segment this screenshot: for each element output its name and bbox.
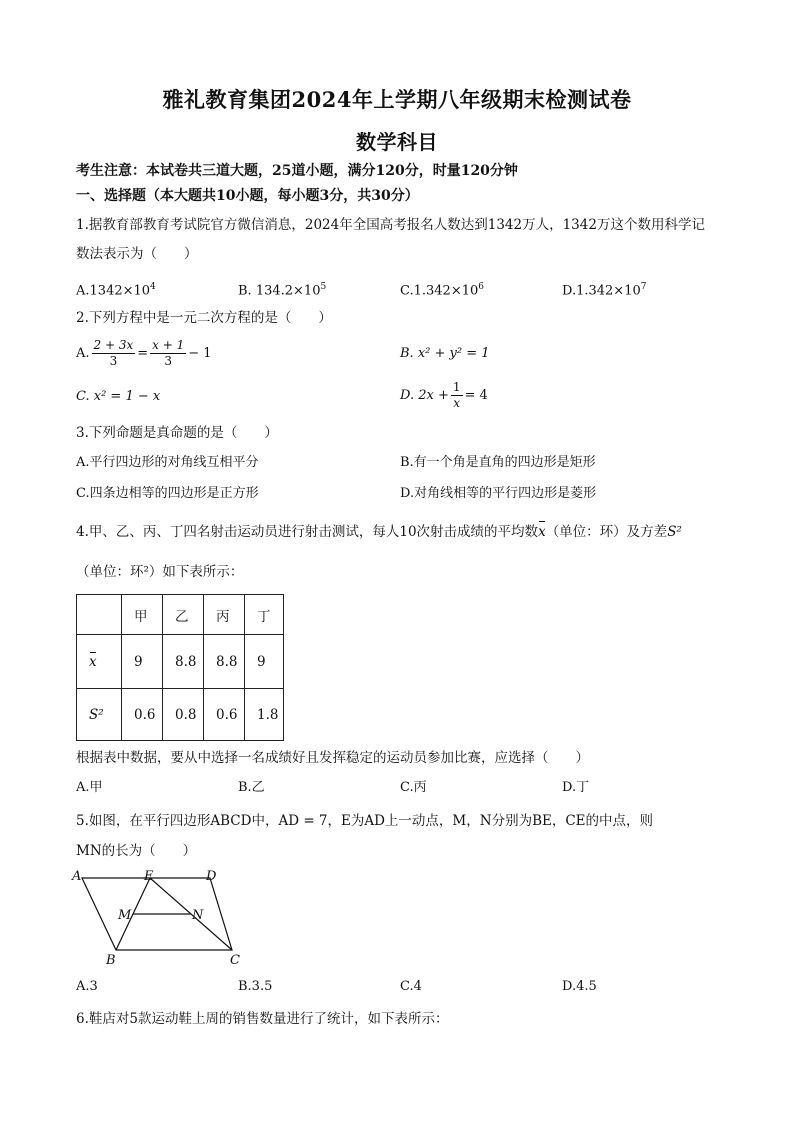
q2-d-fraction	[451, 380, 463, 411]
vertex-label-d: D	[206, 869, 217, 884]
q4-table-mean-row	[77, 635, 284, 689]
q4-table-cell: 8.8	[163, 635, 204, 689]
q1-stem-line2: 数法表示为（ ）	[76, 246, 198, 262]
q4-table-header-cell: 丁	[245, 595, 284, 635]
q4-option-a: A.甲	[76, 780, 103, 795]
q5-option-d: D.4.5	[562, 979, 597, 994]
q1-option-c	[400, 278, 484, 300]
q3-option-b: B.有一个角是直角的四边形是矩形	[400, 455, 596, 470]
q4-question: 根据表中数据，要从中选择一名成绩好且发挥稳定的运动员参加比赛，应选择（ ）	[76, 750, 589, 766]
q4-stem-line2: （单位：环²）如下表所示：	[76, 564, 244, 580]
q4-table-cell: 0.6	[204, 689, 245, 741]
q2-option-b: B. x² + y² = 1	[400, 346, 490, 361]
q4-option-b: B.乙	[238, 780, 265, 795]
q4-option-c: C.丙	[400, 780, 427, 795]
exam-title: 雅礼教育集团2024年上学期八年级期末检测试卷	[162, 87, 632, 112]
q3-option-a: A.平行四边形的对角线互相平分	[76, 455, 259, 470]
point-label-m: M	[118, 908, 132, 923]
q5-figure-lines	[82, 878, 232, 950]
q1-stem-line1: 1.据教育部教育考试院官方微信消息，2024年全国高考报名人数达到1342万人，1342万这个数用科学记	[76, 217, 705, 233]
q2-option-a	[76, 338, 212, 369]
q4-table-variance-label: S²	[77, 689, 122, 741]
q4-score-table	[76, 594, 284, 741]
q2-option-d	[400, 380, 488, 411]
q4-stem-text: 4.甲、乙、丙、丁四名射击运动员进行射击测试，每人10次射击成绩的平均数	[76, 524, 539, 540]
q2-option-d-label: D. 2x +	[400, 388, 449, 403]
section-heading: 一、选择题（本大题共10小题，每小题3分，共30分）	[76, 188, 419, 204]
q4-table-header-cell: 丙	[204, 595, 245, 635]
q4-table-cell: 8.8	[204, 635, 245, 689]
q2-a-frac2-den: 3	[164, 354, 173, 368]
q4-table-corner	[77, 595, 122, 635]
q2-a-tail: − 1	[188, 346, 212, 361]
vertex-label-a: A	[72, 869, 82, 884]
q2-a-frac2-num: x + 1	[152, 338, 185, 352]
q5-option-a: A.3	[76, 979, 98, 994]
q2-a-frac1-den: 3	[109, 354, 118, 368]
q5-option-b: B.3.5	[238, 979, 273, 994]
q4-table-variance-row	[77, 689, 284, 741]
q1-option-d-text: D.1.342×10	[562, 283, 641, 299]
exam-notice: 考生注意：本试卷共三道大题，25道小题，满分120分，时量120分钟	[76, 163, 518, 179]
q4-table-cell: 9	[122, 635, 163, 689]
q2-a-fraction-2	[150, 338, 186, 369]
q4-table-cell: 9	[245, 635, 284, 689]
subject-title: 数学科目	[356, 130, 438, 154]
q5-stem-line1: 5.如图，在平行四边形ABCD中，AD = 7，E为AD上一动点，M，N分别为BE，CE的中点，则	[76, 813, 654, 829]
q2-stem: 2.下列方程中是一元二次方程的是（ ）	[76, 310, 332, 326]
q3-option-d: D.对角线相等的平行四边形是菱形	[400, 486, 597, 501]
vertex-label-c: C	[230, 953, 240, 968]
q4-table-mean-label	[77, 635, 122, 689]
q1-option-a	[76, 278, 156, 300]
vertex-label-e: E	[144, 869, 154, 884]
q4-table-cell: 0.6	[122, 689, 163, 741]
q5-stem-line2: MN的长为（ ）	[76, 843, 197, 859]
q4-option-d: D.丁	[562, 780, 590, 795]
q2-a-frac1-num: 2 + 3x	[93, 338, 134, 352]
q2-d-frac-num: 1	[452, 380, 461, 394]
q2-a-fraction-1	[92, 338, 136, 369]
q4-table-cell: 0.8	[163, 689, 204, 741]
q4-mean-symbol: x	[538, 524, 546, 540]
q5-option-c: C.4	[400, 979, 422, 994]
q1-option-d-exp: 7	[640, 282, 647, 292]
vertex-label-b: B	[106, 953, 116, 968]
q4-stem-line1	[76, 523, 682, 541]
q2-option-c: C. x² = 1 − x	[76, 389, 161, 404]
q1-option-b-text: B. 134.2×10	[238, 283, 321, 299]
q4-stem-text-b: （单位：环）及方差	[545, 524, 668, 540]
q6-stem: 6.鞋店对5款运动鞋上周的销售数量进行了统计，如下表所示：	[76, 1011, 449, 1027]
q4-table-header-row	[77, 595, 284, 635]
q1-option-d	[562, 278, 646, 300]
q1-option-b-exp: 5	[320, 282, 327, 292]
q1-option-a-exp: 4	[150, 282, 156, 292]
q4-table-header-cell: 甲	[122, 595, 163, 635]
q1-option-c-text: C.1.342×10	[400, 283, 479, 299]
q1-option-b	[238, 278, 326, 300]
q1-option-c-exp: 6	[478, 282, 485, 292]
q4-variance-symbol: S²	[667, 524, 682, 540]
q4-table-header-cell: 乙	[163, 595, 204, 635]
point-label-n: N	[192, 908, 204, 923]
q2-a-equals: =	[137, 346, 149, 361]
q3-option-c: C.四条边相等的四边形是正方形	[76, 486, 259, 501]
q2-d-frac-den: x	[453, 396, 461, 410]
q4-table-cell: 1.8	[245, 689, 284, 741]
q1-option-a-text: A.1342×10	[76, 283, 151, 299]
q2-d-tail: = 4	[464, 388, 488, 403]
mean-symbol: x	[89, 653, 97, 670]
q5-parallelogram-figure	[70, 866, 270, 970]
q2-option-a-label: A.	[76, 346, 90, 361]
q3-stem: 3.下列命题是真命题的是（ ）	[76, 425, 278, 441]
